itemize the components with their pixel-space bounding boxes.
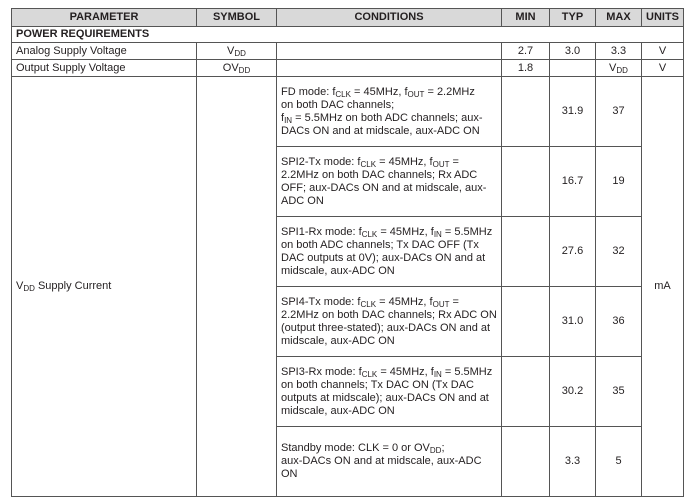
min-cell	[502, 427, 550, 497]
parameter-cell-supply-current: $V_{DD}$ Supply Current	[12, 77, 197, 497]
units-cell: V	[642, 60, 684, 77]
conditions-cell	[277, 43, 502, 60]
header-typ: TYP	[550, 9, 596, 27]
typ-cell: 16.7	[550, 147, 596, 217]
header-max: MAX	[596, 9, 642, 27]
min-cell	[502, 287, 550, 357]
parameter-cell: Output Supply Voltage	[12, 60, 197, 77]
symbol-cell-supply-current	[197, 77, 277, 497]
max-cell: 3.3	[596, 43, 642, 60]
typ-cell: 31.0	[550, 287, 596, 357]
section-row	[12, 27, 684, 43]
units-cell: V	[642, 43, 684, 60]
max-cell: 5	[596, 427, 642, 497]
header-row	[12, 9, 684, 27]
conditions-cell: SPI1-Rx mode: $f_{CLK} = 45MHz$, $f_{IN} = 5.5MHz$ on both ADC channels; Tx DAC OFF (Tx DAC outputs at 0V); aux-DACs ON and at midscale, aux-ADC ON	[277, 217, 502, 287]
min-cell	[502, 357, 550, 427]
table-row-analog-supply	[12, 43, 684, 60]
max-cell: 19	[596, 147, 642, 217]
typ-cell: 30.2	[550, 357, 596, 427]
conditions-cell	[277, 60, 502, 77]
min-cell	[502, 217, 550, 287]
conditions-cell: SPI4-Tx mode: $f_{CLK} = 45MHz$, $f_{OUT} = 2.2MHz$ on both DAC channels; Rx ADC ON (output three-stated); aux-DACs ON and at midscale, aux-ADC ON	[277, 287, 502, 357]
parameter-cell: Analog Supply Voltage	[12, 43, 197, 60]
header-conditions: CONDITIONS	[277, 9, 502, 27]
typ-cell: 27.6	[550, 217, 596, 287]
typ-cell: 31.9	[550, 77, 596, 147]
conditions-cell: SPI2-Tx mode: $f_{CLK} = 45MHz$, $f_{OUT} = 2.2MHz$ on both DAC channels; Rx ADC OFF; aux-DACs ON and at midscale, aux-ADC ON	[277, 147, 502, 217]
max-cell: 36	[596, 287, 642, 357]
conditions-cell: SPI3-Rx mode: $f_{CLK} = 45MHz$, $f_{IN} = 5.5MHz$ on both channels; Tx DAC ON (Tx DAC outputs at midscale); aux-DACs ON and at midscale, aux-ADC ON	[277, 357, 502, 427]
min-cell	[502, 77, 550, 147]
symbol-cell: $V_{DD}$	[197, 43, 277, 60]
conditions-cell: FD mode: $f_{CLK} = 45MHz$, $f_{OUT} = 2.2MHz$ on both DAC channels; $f_{IN} = 5.5MHz$ on both ADC channels; aux-DACs ON and at midscale, aux-ADC ON	[277, 77, 502, 147]
table-row-output-supply	[12, 60, 684, 77]
units-cell-supply-current: mA	[642, 77, 684, 497]
header-parameter: PARAMETER	[12, 9, 197, 27]
min-cell: 1.8	[502, 60, 550, 77]
typ-cell: 3.0	[550, 43, 596, 60]
max-cell: 37	[596, 77, 642, 147]
max-cell: 32	[596, 217, 642, 287]
header-symbol: SYMBOL	[197, 9, 277, 27]
max-cell: $V_{DD}$	[596, 60, 642, 77]
typ-cell	[550, 60, 596, 77]
typ-cell: 3.3	[550, 427, 596, 497]
table-row-current-fd	[12, 77, 684, 147]
max-cell: 35	[596, 357, 642, 427]
electrical-spec-table	[11, 8, 684, 497]
conditions-cell: Standby mode: CLK = 0 or $OV_{DD}$; aux-DACs ON and at midscale, aux-ADC ON	[277, 427, 502, 497]
header-units: UNITS	[642, 9, 684, 27]
section-title: POWER REQUIREMENTS	[12, 27, 684, 43]
symbol-cell: $OV_{DD}$	[197, 60, 277, 77]
header-min: MIN	[502, 9, 550, 27]
min-cell: 2.7	[502, 43, 550, 60]
min-cell	[502, 147, 550, 217]
